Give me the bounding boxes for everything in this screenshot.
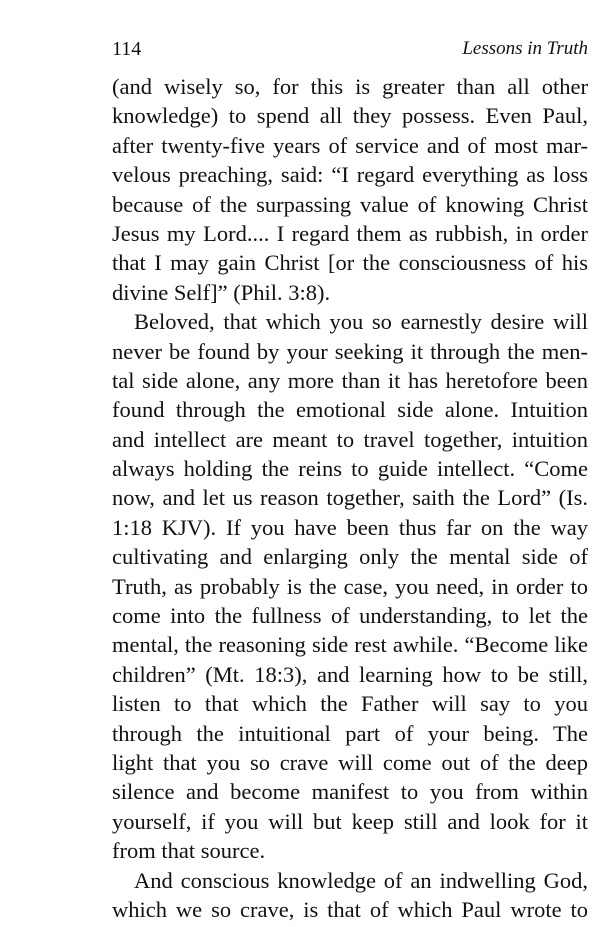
text-line: children” (Mt. 18:3), and learning how to be still, — [112, 661, 588, 687]
text-line: always holding the reins to guide intellect. “Come — [112, 456, 588, 482]
page-number: 114 — [112, 38, 142, 60]
text-line: mental, the reasoning side rest awhile. “Become like — [112, 632, 588, 658]
text-line: Jesus my Lord.... I regard them as rubbish, in order — [112, 220, 588, 246]
text-line: 1:18 KJV). If you have been thus far on the way — [112, 514, 588, 540]
body-text — [112, 72, 588, 924]
paragraph — [112, 866, 588, 925]
text-line: light that you so crave will come out of the deep — [112, 749, 588, 775]
paragraph — [112, 307, 588, 865]
text-line: from that source. — [112, 838, 266, 864]
text-line: after twenty-five years of service and of most mar- — [112, 132, 588, 158]
text-line: never be found by your seeking it through the men- — [112, 338, 588, 364]
running-head — [112, 38, 588, 64]
text-line: yourself, if you will but keep still and look for it — [112, 808, 588, 834]
text-line: velous preaching, said: “I regard everything as loss — [112, 162, 588, 188]
text-line: (and wisely so, for this is greater than all other — [112, 74, 588, 99]
text-line: found through the emotional side alone. Intuition — [112, 397, 588, 423]
text-line: tal side alone, any more than it has heretofore been — [112, 367, 588, 393]
text-line: now, and let us reason together, saith the Lord” (Is. — [112, 485, 588, 511]
book-title: Lessons in Truth — [462, 38, 588, 59]
text-line: knowledge) to spend all they possess. Even Paul, — [112, 103, 588, 129]
text-line: because of the surpassing value of knowing Christ — [112, 191, 588, 217]
text-line: Beloved, that which you so earnestly desire will — [134, 309, 588, 335]
paragraph — [112, 72, 588, 307]
text-line: cultivating and enlarging only the mental side of — [112, 544, 588, 570]
text-line: come into the fullness of understanding, to let the — [112, 603, 588, 629]
text-line: that I may gain Christ [or the consciousness of his — [112, 250, 588, 276]
text-line: And conscious knowledge of an indwelling God, — [134, 867, 588, 893]
text-line: listen to that which the Father will say to you — [112, 691, 588, 717]
text-line: silence and become manifest to you from within — [112, 779, 588, 805]
text-line: divine Self]” (Phil. 3:8). — [112, 279, 331, 305]
text-line: which we so crave, is that of which Paul wrote to — [112, 896, 588, 922]
text-line: and intellect are meant to travel together, intuition — [112, 426, 588, 452]
text-line: through the intuitional part of your being. The — [112, 720, 588, 746]
text-line: Truth, as probably is the case, you need, in order to — [112, 573, 588, 599]
